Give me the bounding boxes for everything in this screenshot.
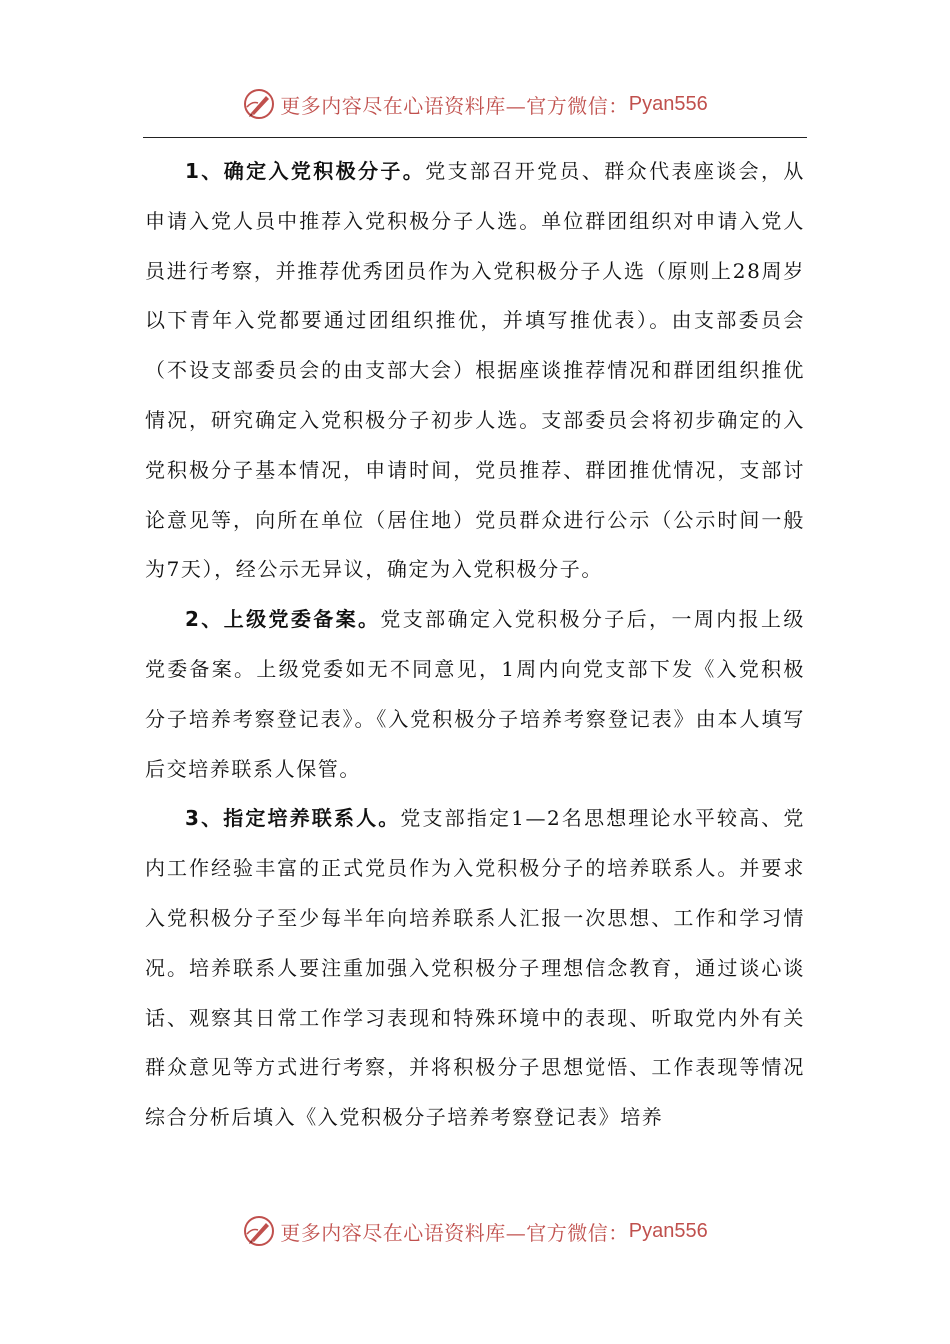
document-body [145,147,805,1143]
paragraph-2-heading: 2、上级党委备案。 [185,607,381,632]
paragraph-3-heading: 3、指定培养联系人。 [185,806,401,831]
banner-slogan: 更多内容尽在心语资料库—官方微信： [280,93,629,118]
banner-wechat-id: Pyan556 [628,92,708,115]
header-banner [0,84,950,124]
paragraph-2 [145,595,805,794]
banner-slogan: 更多内容尽在心语资料库—官方微信： [280,1220,629,1245]
banner-wechat-id: Pyan556 [628,1219,708,1242]
paragraph-3 [145,794,805,1143]
pen-logo-icon [242,87,276,121]
footer-banner [0,1211,950,1251]
pen-logo-icon [242,1214,276,1248]
paragraph-1 [145,147,805,595]
paragraph-1-text: 党支部召开党员、群众代表座谈会，从申请入党人员中推荐入党积极分子人选。单位群团组织对申请入党人员进行考察，并推荐优秀团员作为入党积极分子人选（原则上28周岁以下青年入党都要通过团组织推优，并填写推优表）。由支部委员会（不设支部委员会的由支部大会）根据座谈推荐情况和群团组织推优情况，研究确定入党积极分子初步人选。支部委员会将初步确定的入党积极分子基本情况，申请时间，党员推荐、群团推优情况，支部讨论意见等，向所在单位（居住地）党员群众进行公示（公示时间一般为7天），经公示无异议，确定为入党积极分子。 [145,159,805,582]
header-divider [143,137,807,138]
paragraph-3-text: 党支部指定1—2名思想理论水平较高、党内工作经验丰富的正式党员作为入党积极分子的培养联系人。并要求入党积极分子至少每半年向培养联系人汇报一次思想、工作和学习情况。培养联系人要注重加强入党积极分子理想信念教育，通过谈心谈话、观察其日常工作学习表现和特殊环境中的表现、听取党内外有关群众意见等方式进行考察，并将积极分子思想觉悟、工作表现等情况综合分析后填入《入党积极分子培养考察登记表》培养 [145,806,805,1130]
paragraph-1-heading: 1、确定入党积极分子。 [185,159,426,183]
paragraph-2-text: 党支部确定入党积极分子后，一周内报上级党委备案。上级党委如无不同意见，1周内向党支部下发《入党积极分子培养考察登记表》。《入党积极分子培养考察登记表》由本人填写后交培养联系人保管。 [145,607,805,781]
